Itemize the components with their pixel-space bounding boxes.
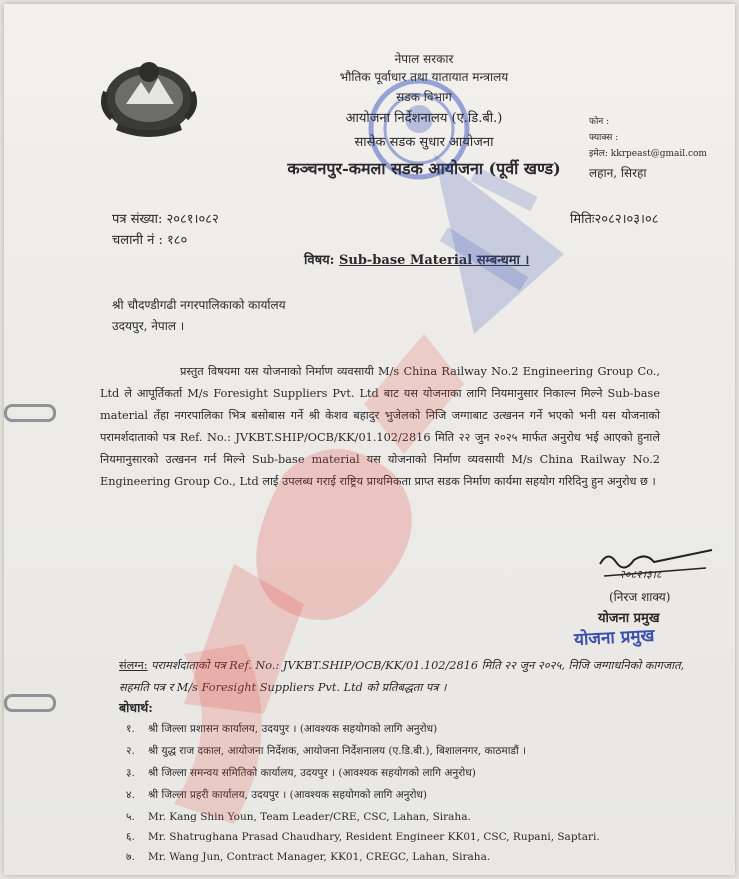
header-line-ministry: भौतिक पूर्वाधार तथा यातायात मन्त्रालय xyxy=(339,70,509,84)
cc-item-text: Mr. Shatrughana Prasad Chaudhary, Resident Engineer KK01, CSC, Rupani, Saptari. xyxy=(148,831,600,843)
cc-item-text: श्री जिल्ला प्रशासन कार्यालय, उदयपुर । (आवश्यक सहयोगको लागि अनुरोध) xyxy=(148,723,438,735)
enclosure xyxy=(119,655,709,699)
letter-date: मितिः२०८२।०३।०८ xyxy=(570,212,659,227)
cc-item-number: ५. xyxy=(126,811,135,823)
cc-item xyxy=(126,766,476,780)
cc-item-text: Mr. Kang Shin Youn, Team Leader/CRE, CSC, Lahan, Siraha. xyxy=(148,811,471,823)
header-line-directorate: आयोजना निर्देशनालय (ए.डि.बी.) xyxy=(345,111,503,126)
header-line-govt: नेपाल सरकार xyxy=(394,52,454,66)
signature-date: २०८२।३।८ xyxy=(619,568,662,581)
cc-item xyxy=(126,722,437,736)
cc-item xyxy=(126,850,490,864)
cc-item xyxy=(126,788,427,802)
subject-text: Sub-base Material सम्बन्धमा । xyxy=(338,253,530,268)
enclosure-label: संलग्न: xyxy=(119,659,148,672)
addressee-office: श्री चौदण्डीगढी नगरपालिकाको कार्यालय xyxy=(112,298,286,312)
cc-item-number: ३. xyxy=(126,767,135,779)
contact-location: लहान, सिरहा xyxy=(589,166,647,180)
cc-item xyxy=(126,830,600,844)
enclosure-text: परामर्शदाताको पत्र Ref. No.: JVKBT.SHIP/OCB/KK/01.102/2816 मिति २२ जुन २०२५, निजि जग्गाधनिको कागजात, सहमति पत्र र M/s Foresight Suppliers Pvt. Ltd को प्रतिबद्धता पत्र । xyxy=(119,659,685,694)
cc-item-number: ४. xyxy=(126,789,135,801)
cc-item-text: Mr. Wang Jun, Contract Manager, KK01, CREGC, Lahan, Siraha. xyxy=(148,851,491,863)
signatory-role: योजना प्रमुख xyxy=(598,611,660,626)
binder-ring xyxy=(4,404,56,422)
subject-label: विषय: xyxy=(304,253,335,268)
subject-line xyxy=(304,250,529,268)
contact-phone: फोन : xyxy=(589,117,610,127)
header-line-department: सडक विभाग xyxy=(396,90,452,104)
cc-item-text: श्री जिल्ला समन्वय समितिको कार्यालय, उदयपुर । (आवश्यक सहयोगको लागि अनुरोध) xyxy=(148,767,476,779)
signatory-name: (निरज शाक्य) xyxy=(609,590,671,604)
cc-label: बोधार्थ: xyxy=(119,700,153,715)
cc-item-number: ६. xyxy=(126,831,135,843)
letter-page xyxy=(4,4,735,875)
cc-item-text: श्री जिल्ला प्रहरी कार्यालय, उदयपुर । (आवश्यक सहयोगको लागि अनुरोध) xyxy=(148,789,427,801)
cc-item xyxy=(126,744,526,758)
cc-item-number: ७. xyxy=(126,851,135,863)
cc-item-number: १. xyxy=(126,723,135,735)
header-line-project: सासेक सडक सुधार आयोजना xyxy=(354,135,494,150)
role-stamp: योजना प्रमुख xyxy=(573,625,655,651)
nepal-emblem-icon xyxy=(96,52,202,142)
letter-number: पत्र संख्या: २०८१।०८२ xyxy=(112,212,219,227)
contact-email: इमेल: kkrpeast@gmail.com xyxy=(589,149,707,159)
dispatch-number: चलानी नं : १८० xyxy=(112,233,188,248)
binder-ring xyxy=(4,694,56,712)
letter-body: प्रस्तुत विषयमा यस योजनाको निर्माण व्यवसायी M/s China Railway No.2 Engineering Group Co., Ltd ले आपूर्तिकर्ता M/s Foresight Suppliers Pvt. Ltd बाट यस योजनाका लागि नियमानुसार निकाल्न मिल्ने Sub-base material तँहा नगरपालिका भित्र बसोबास गर्ने श्री केशव बहादुर भुजेलको निजि जग्गाबाट उत्खनन गर्ने भएको भनी यस योजनाको परामर्शदाताको पत्र Ref. No.: JVKBT.SHIP/OCB/KK/01.102/2816 मिति २२ जुन २०२५ मार्फत अनुरोध भई आएको हुनाले नियमानुसारको उत्खनन गर्न मिल्ने Sub-base material यस योजनाको निर्माण व्यवसायी M/s China Railway No.2 Engineering Group Co., Ltd लाई उपलब्ध गराई राष्ट्रिय प्राथमिकता प्राप्त सडक निर्माण कार्यमा सहयोग गरिदिनु हुन अनुरोध छ । xyxy=(100,365,660,488)
cc-item-text: श्री युद्ध राज दकाल, आयोजना निर्देशक, आयोजना निर्देशनालय (ए.डि.बी.), बिशालनगर, काठमाडौं । xyxy=(148,745,527,757)
header-line-road-project: कञ्चनपुर-कमला सडक आयोजना (पूर्वी खण्ड) xyxy=(287,159,561,178)
cc-item-number: २. xyxy=(126,745,135,757)
addressee-place: उदयपुर, नेपाल । xyxy=(112,319,185,333)
cc-item xyxy=(126,810,471,824)
contact-fax: फ्याक्स : xyxy=(589,133,619,143)
